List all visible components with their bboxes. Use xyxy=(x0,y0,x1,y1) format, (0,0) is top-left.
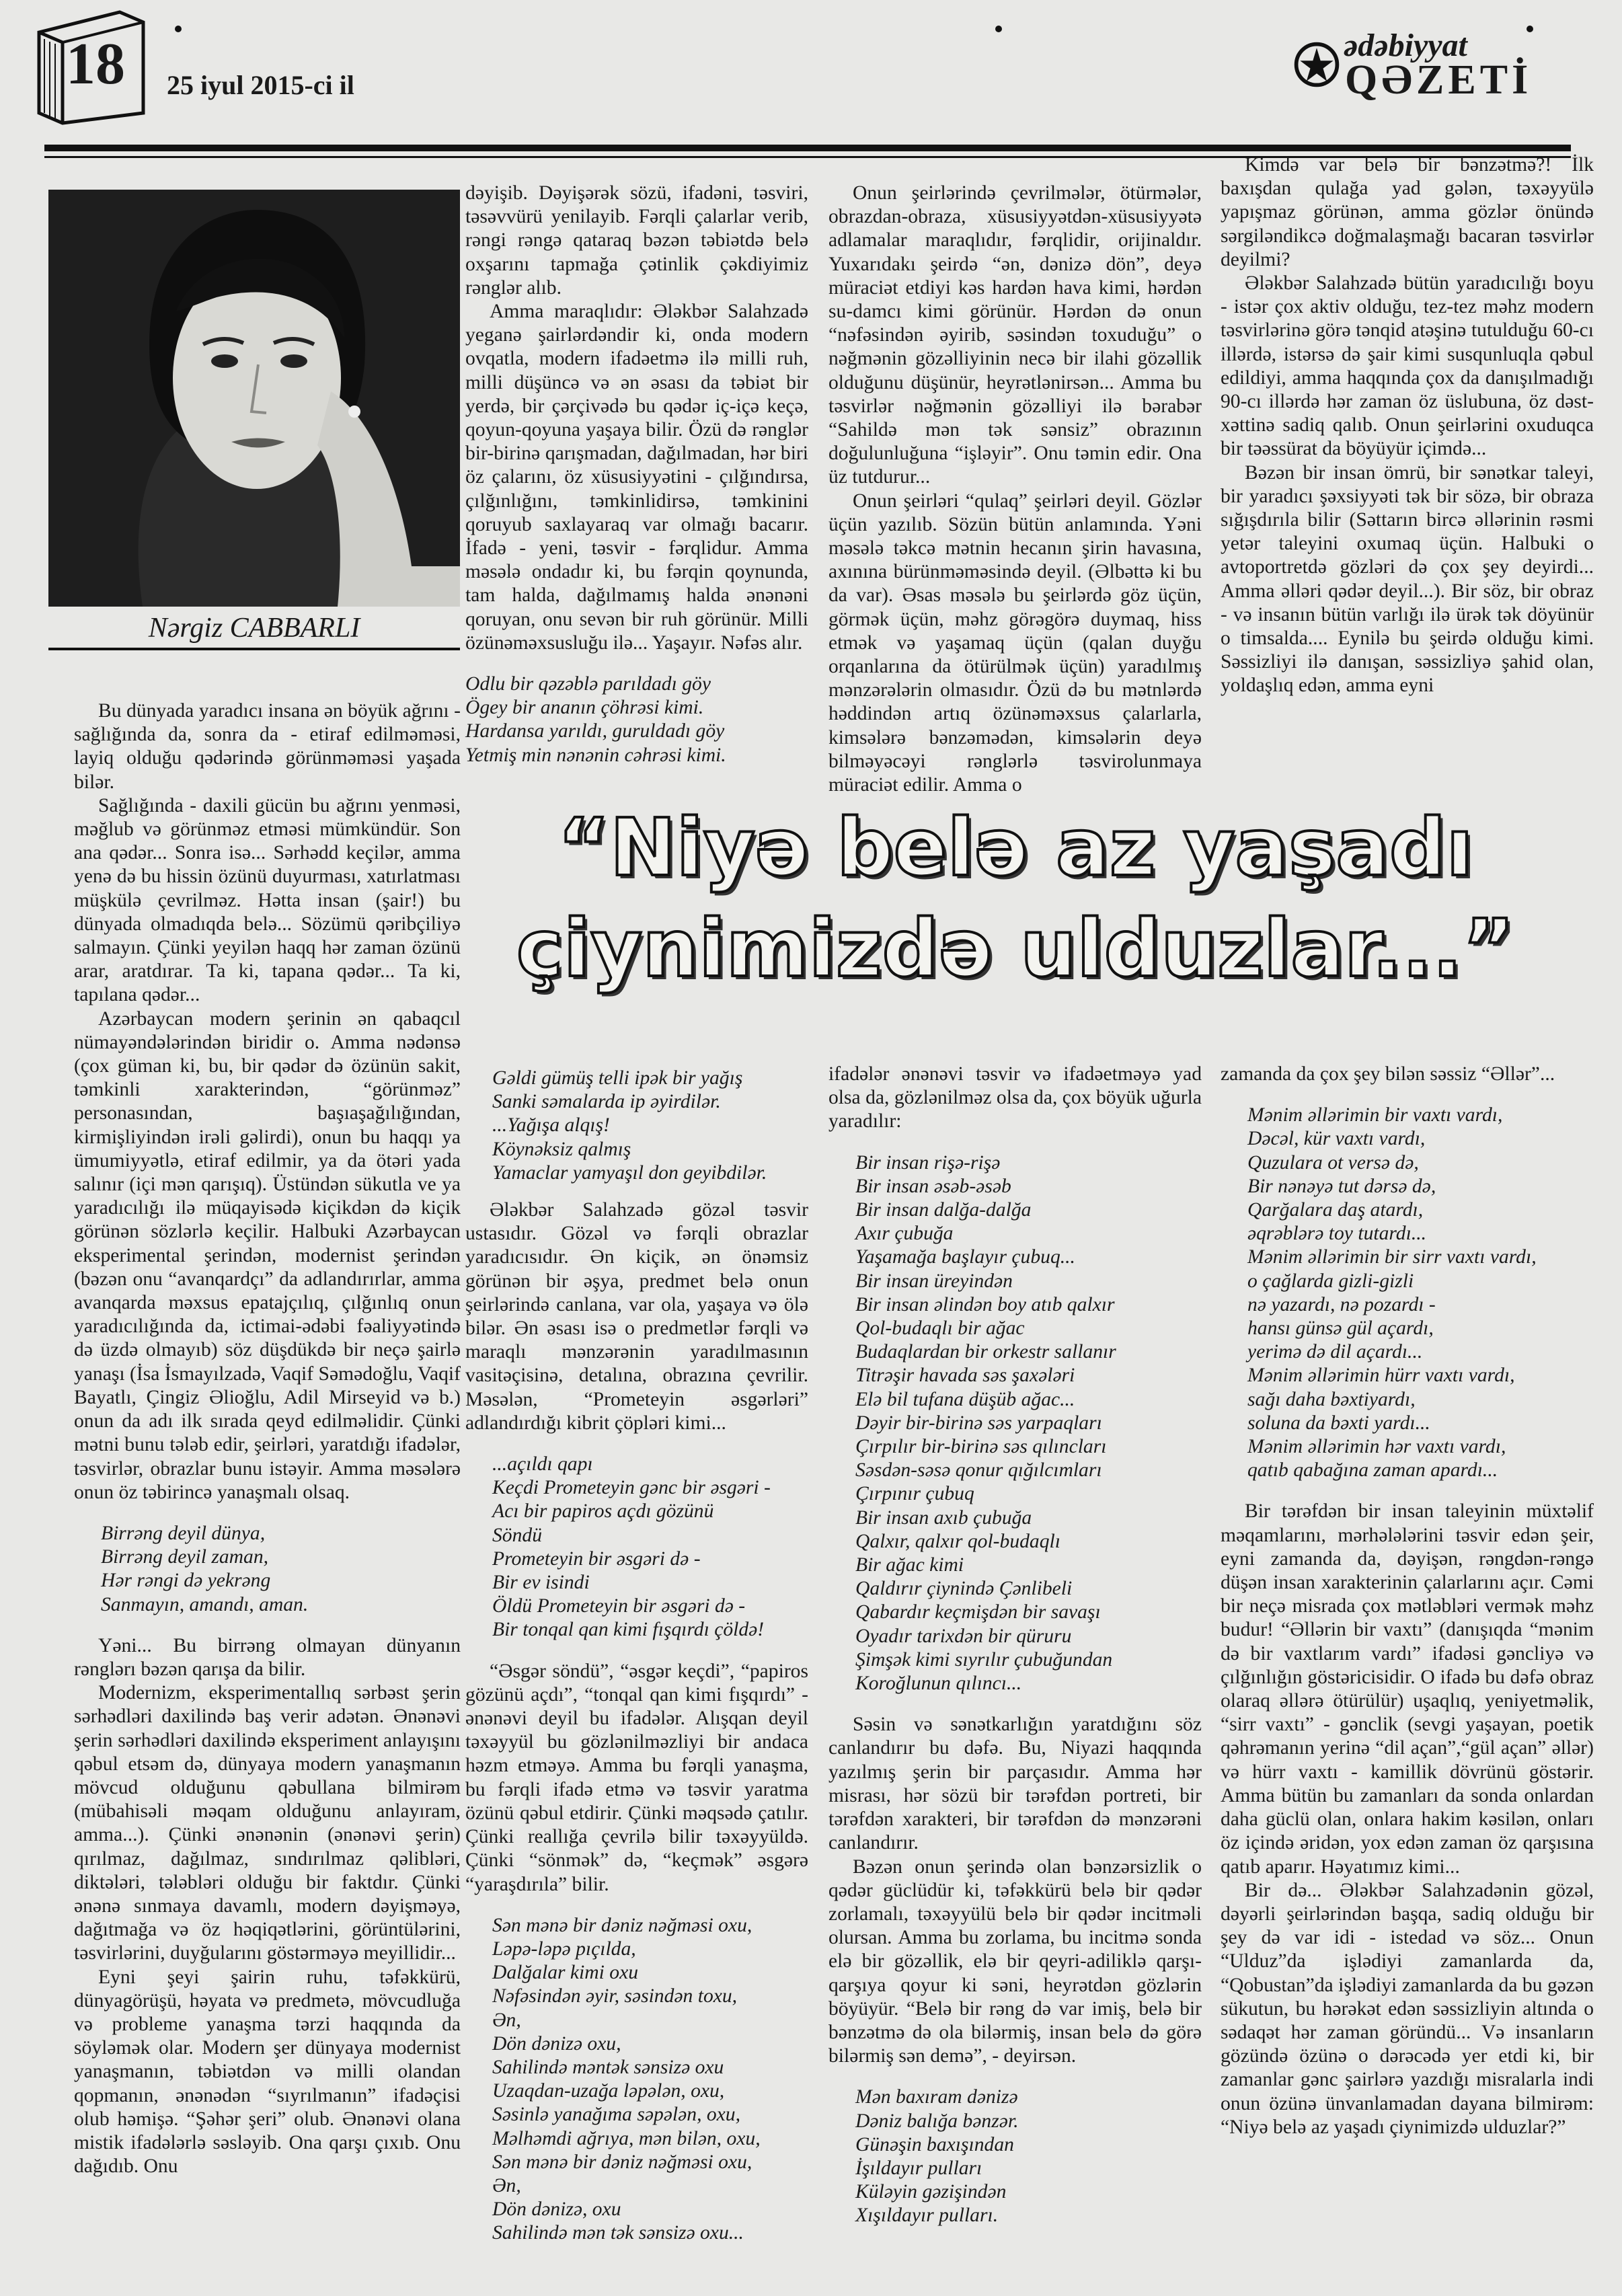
paragraph: Onun şeirlərində çevrilmələr, ötürmələr, obrazdan-obraza, xüsusiyyətdən-xüsusiyyətə adlamalar maraqlıdır, fərqlidir, orijinaldır. Yuxarıdakı şeirdə “ən, dənizə dön”, deyə müraciət etdiyi kəs hardən hava kimi, hərdən su-damcı kimi görünür. Hərdən də onun “nəfəsindən əyirib, səsindən toxuduğu” o nəğmənin gözəlliyinin necə bir ilahi gözəllik olduğunu düşünür, heyrətlənirsən... Amma bu təsvirlər nəğmənin gözəlliyi ilə bərabər “Sahildə mən tək sənsiz” obrazının doğulunluğuna “işləyir”. Onu təmin edir. Ona üz tutdurur... xyxy=(828,182,1202,488)
poem-block xyxy=(828,2085,1202,2227)
poem-line: Keçdi Prometeyin gənc bir əsgəri - xyxy=(492,1477,771,1499)
poem-line: o çağlarda gizli-gizli xyxy=(1247,1270,1414,1292)
poem-line: Bir insan axıb çubuğa xyxy=(855,1506,1032,1529)
poem-line: Dəniz balığa bənzər. xyxy=(855,2110,1019,2132)
poem-line: Yamaclar yamyaşıl don geyibdilər. xyxy=(492,1161,767,1184)
poem-line: Məlhəmdi ağrıya, mən bilən, oxu, xyxy=(492,2127,761,2149)
column-4-top xyxy=(1221,153,1594,779)
paragraph: Bəzən onun şerində olan bənzərsizlik o qədər güclüdür ki, təfəkkürü belə bir qədər zorlamalı, təxəyyülü belə bir qədər incitməli olursan. Amma bu zorlama, bu incitmə sonda elə bir gözəllik, elə bir qeyri-adiliklə qarşı-qarşıya qoyur ki səni, heyrətdən gözlərin böyüyür. “Belə bir rəng də var imiş, belə bir bənzətmə də ola bilərmiş, insan belə də görə bilərmiş sən demə”, - deyirsən. xyxy=(828,1855,1202,2067)
poem-line: Söndü xyxy=(492,1524,542,1546)
paragraph: zamanda da çox şey bilən səssiz “Əllər”... xyxy=(1221,1063,1555,1085)
page-number: 18 xyxy=(66,32,125,97)
poem-line: Titrəşir havada səs şaxələri xyxy=(855,1365,1075,1387)
poem-line: Odlu bir qəzəblə parıldadı göy xyxy=(465,673,711,695)
headline xyxy=(417,797,1614,999)
author-name: Nərgiz CABBARLI xyxy=(48,609,460,650)
poem-line: Ən, xyxy=(492,2174,521,2196)
paragraph: “Əsgər söndü”, “əsgər keçdi”, “papiros gözünü açdı”, “tonqal qan kimi fışqırdı” - ənənəvi deyil bu ifadələr. Alışqan deyil təxəyyül bu gözlənilməzliyi bir andaca həzm etməyə. Amma bu fərqli yanaşma, bu fərqli ifadə etmə və təsvir yaratma özünü qəbul etdirir. Çünki məqsədə çatılır. Çünki reallığa çevrilə bilir təxəyyüldə. Çünki “sönmək” də, “keçmək” əsgərə “yaraşdırıla” bilir. xyxy=(465,1660,808,1895)
star-emblem-icon xyxy=(1291,39,1342,90)
paragraph: Modernizm, eksperimentallıq sərbəst şerin sərhədləri daxilində baş verir adətən. Ənənəvi şerin sərhədləri daxilində eksperiment anlayışını qəbul etsəm də, dünyaya modern yanaşmanın mövcud olduğunu qəbullana bilmirəm (mübahisəli məqam olduğunu anlayıram, amma...). Çünki ənənənin (ənənəvi şerin) qırılmaz, dağılmaz, sındırılmaz qəlibləri, diktələri, tələbləri olduğu bir faktdır. Çünki ənənə sınmaya davamlı, modern dəyişməyə, dağıtmağa və öz həqiqətlərini, görüntülərini, təsvirlərini, duyğularını göstərməyə meyillidir... xyxy=(74,1682,461,1964)
author-photo xyxy=(48,190,460,607)
poem-line: nə yazardı, nə pozardı - xyxy=(1247,1293,1436,1315)
poem-line: Mənim əllərimin hər vaxtı vardı, xyxy=(1247,1436,1506,1458)
poem-line: Qaldırır çiynində Çənlibeli xyxy=(855,1578,1073,1600)
poem-line: Səsdən-səsə qonur qığılcımları xyxy=(855,1459,1102,1482)
poem-line: Uzaqdan-uzağa ləpələn, oxu, xyxy=(492,2080,725,2102)
poem-line: Sən mənə bir dəniz nəğməsi oxu, xyxy=(492,1914,752,1936)
poem-line: Köynəksiz qalmış xyxy=(492,1138,631,1160)
paragraph: Bu dünyada yaradıcı insana ən böyük ağrını - sağlığında da, sonra da - etiraf edilməməsi, layiq olduğu qədərində görünməməsi yaşada bilər. xyxy=(74,700,461,793)
poem-line: Birrəng deyil zaman, xyxy=(101,1546,269,1568)
poem-block xyxy=(465,1067,808,1185)
paragraph: Ələkbər Salahzadə bütün yaradıcılığı boyu - istər çox aktiv olduğu, tez-tez məhz modern təsvirlərinə görə tənqid atəşinə tutulduğu 60-cı illərdə, istərsə də şair kimi susqunluqla qəbul edildiyi, amma haqqında çox da danışılmadığı 90-cı illərdə hər zaman öz üslubuna, öz dəst-xəttinə sadiq qalıb. Onun şeirlərini oxuduqca bir təəssürat da böyüyür içimdə... xyxy=(1221,272,1594,460)
poem-line: Sanmayın, amandı, aman. xyxy=(101,1593,309,1615)
poem-line: Gəldi gümüş telli ipək bir yağış xyxy=(492,1067,743,1089)
poem-line: Hardansa yarıldı, guruldadı göy xyxy=(465,720,725,742)
issue-date: 25 iyul 2015-ci il xyxy=(167,70,354,100)
poem-line: sağı daha bəxtiyardı, xyxy=(1247,1388,1416,1410)
paragraph: Səsin və sənətkarlığın yaratdığını söz canlandırır bu dəfə. Bu, Niyazi haqqında yazılmış şerin bir parçasıdır. Amma hər misrası, hər sözü bir tərəfdən portreti, bir tərəfdən xarakteri, bir tərəfdən də mənzərəni canlandırır. xyxy=(828,1714,1202,1854)
poem-line: Bir insan dalğa-dalğa xyxy=(855,1199,1032,1221)
poem-line: qatıb qabağına zaman apardı... xyxy=(1247,1459,1498,1482)
poem-line: Dön dənizə, oxu xyxy=(492,2198,621,2221)
poem-line: Dön dənizə oxu, xyxy=(492,2032,621,2055)
poem-line: Mənim əllərimin bir vaxtı vardı, xyxy=(1247,1104,1503,1126)
poem-block xyxy=(828,1151,1202,1696)
paragraph: Bəzən bir insan ömrü, bir sənətkar taleyi, bir yaradıcı şəxsiyyəti tək bir sözə, bir obraza sığışdırıla bilir (Səttarın bircə əllərinin rəsmi yetər taleyini oxumaq üçün. Halbuki o avtoportretdə gözləri də çox şey deyirdi... Amma əlləri qədər deyil...). Bir söz, bir obraz - və insanın bütün varlığı ilə ürək tək döyünür o timsalda.... Eynilə bu şeirdə olduğu kimi. Səssizliyi ilə danışan, səssizliyə şahid olan, yoldaşlıq edən, amma eyni xyxy=(1221,461,1594,697)
paragraph: Bir də... Ələkbər Salahzadənin gözəl, dəyərli şeirlərindən başqa, sadiq olduğu bir şey də var idi - istedad və söz... Onun “Ulduz”da işlədiyi zamanlarda da, “Qobustan”da işlədiyi zamanlarda da bu gəzən sükutun, bu hərəkət edən səssizliyin altında o sədaqət hər zaman göründü... Və insanların gözündə özünə o dərəcədə yer etdi ki, bir zamanlar gənc şairlərə yazdığı misralarla indi onun özünə ünvanlamadan dayana bilmirəm: “Niyə belə az yaşadı çiynimizdə ulduzlar?” xyxy=(1221,1879,1594,2138)
portrait-image xyxy=(48,190,460,607)
poem-line: İşıldayır pulları xyxy=(855,2157,982,2179)
poem-line: Şimşək kimi sıyrılır çubuğundan xyxy=(855,1648,1113,1671)
poem-line: Budaqlardan bir orkestr sallanır xyxy=(855,1341,1116,1363)
paragraph: dəyişib. Dəyişərək sözü, ifadəni, təsviri, təsəvvürü yenilayib. Fərqli çalarlar verib, rəngi rəngə qataraq bəzən təbiətdə belə oxşarını tapmağa çətinlik çəkdiyimiz rənglər alıb. xyxy=(465,182,808,299)
poem-line: Koroğlunun qılıncı... xyxy=(855,1673,1022,1695)
poem-line: Bir insan üreyindən xyxy=(855,1270,1013,1292)
poem-line: Bir insan rişə-rişə xyxy=(855,1151,1001,1174)
poem-line: Mən baxıram dənizə xyxy=(855,2086,1018,2108)
poem-line: Elə bil tufana düşüb ağac... xyxy=(855,1388,1075,1410)
poem-line: Dəyir bir-birinə səs yarpaqları xyxy=(855,1412,1102,1434)
poem-block xyxy=(465,1453,808,1642)
poem-line: Küləyin gəzişindən xyxy=(855,2181,1007,2203)
logo-bottom-text: QƏZETİ xyxy=(1345,57,1533,103)
poem-line: Sanki səmalarda ip əyirdilər. xyxy=(492,1091,721,1113)
column-2-top xyxy=(465,182,808,787)
poem-line: Acı bir papiros açdı gözünü xyxy=(492,1500,714,1523)
column-1 xyxy=(74,699,461,2266)
poem-line: Dalğalar kimi oxu xyxy=(492,1962,638,1984)
poem-block xyxy=(1221,1104,1594,1482)
poem-line: yerimə də dil açardı... xyxy=(1247,1341,1423,1363)
poem-line: Yetmiş min nənənin cəhrəsi kimi. xyxy=(465,744,726,766)
paragraph: Azərbaycan modern şerinin ən qabaqcıl nümayəndələrindən biridir o. Amma nədənsə (çox güman ki, bu, bir qədər də özünün sakit, təmkinli xarakterindən, “görünməz” personasından, başıaşağılığından, kirmişliyindən irəli gəlirdi), onun bu haqqı ya ümumiyyətlə, etiraf edilmir, ya da ötəri yada salınır (içi mən qarışıq). Üstündən sükutla ve ya yaradıcılığı ilə müqayisədə kiçikdən də kiçik görünən sözlərlə keçilir. Halbuki Azərbaycan eksperimental şerindən, modernist şerindən (bəzən onu “avanqardçı” da adlandırırlar, amma avanqarda məxsus epatajçılıq, çılğınlıq onun yaradıcılığında da, ictimai-ədəbi fəaliyyətində də üzdə olmayıb) söz düşdükdə bir neçə şairlə yanaşı (İsa İsmayılzadə, Vaqif Səmədoğlu, Vaqif Bayatlı, Çingiz Əlioğlu, Adil Mirseyid və b.) onun da adı ilk sırada qeyd edilməlidir. Çünki mətni bunu tələb edir, şeirləri, yaratdığı ifadələr, təsvirlər, obrazlar bunu istəyir. Amma məsələrə onun öz təbirincə yanaşmalı olsaq. xyxy=(74,1007,461,1503)
headline-line-1: “Niyə belə az yaşadı xyxy=(557,801,1473,894)
poem-line: Mənim əllərimin bir sirr vaxtı vardı, xyxy=(1247,1246,1537,1268)
poem-line: Axır çubuğa xyxy=(855,1223,954,1245)
column-2-bottom xyxy=(465,1063,808,2273)
poem-line: Ən, xyxy=(492,2009,521,2031)
column-4-bottom xyxy=(1221,1063,1594,2273)
poem-line: Bir nənəyə tut dərsə də, xyxy=(1247,1175,1436,1197)
poem-line: Qarğalara daş atardı, xyxy=(1247,1199,1424,1221)
poem-block xyxy=(465,673,808,767)
poem-line: Qalxır, qalxır qol-budaqlı xyxy=(855,1530,1060,1552)
poem-line: ...Yağışa alqış! xyxy=(492,1114,610,1137)
poem-line: Bir insan əsəb-əsəb xyxy=(855,1175,1011,1197)
poem-line: Prometeyin bir əsgəri də - xyxy=(492,1547,701,1570)
paragraph: Amma maraqlıdır: Ələkbər Salahzadə yeganə şairlərdəndir ki, onda modern ovqatla, modern ifadəetmə ilə milli ruh, milli düşüncə və ən əsası da təbiət bir yerdə, bir çərçivədə bu qədər iç-içə keçə, qoyun-qoyuna yaşaya bilir. Özü də rənglər bir-birinə qarışmadan, dağılmadan, hər biri öz çalarını, öz xüsusiyyətini - çılğındırsa, çılğınlığını, təmkinlidirsə, təmkinini qoruyub saxlayaraq var olmağı bacarır. İfadə - yeni, təsvir - fərqlidur. Amma məsələ ondadır ki, bu fərqin qoynunda, tam halda, dağılmamış halda ənənəni qoruyan, onu sevən bir ruh görünür. Milli özünəməxsusluğu ilə... Yaşayır. Nəfəs alır. xyxy=(465,301,808,654)
paragraph: Eyni şeyi şairin ruhu, təfəkkürü, dünyagörüşü, həyata və predmetə, mövcudluğa və probleme yanaşma tərzi haqqında da söyləmək olar. Modern şer dünyaya modernist yanaşmanın, təbiətdən və milli olandan qopmanın, ənənədən “sıyrılmanın” ifadəçisi olub həmişə. “Şəhər şeri” olub. Ənənəvi olana mistik ifadələrlə səsləyib. Ona qarşı çıxıb. Onu dağıdıb. Onu xyxy=(74,1966,461,2178)
paragraph: Yəni... Bu birrəng olmayan dünyanın rənglərı bəzən qarışa da bilir. xyxy=(74,1634,461,1680)
poem-line: Bir ev isindi xyxy=(492,1572,590,1594)
poem-line: Bir ağac kimi xyxy=(855,1554,964,1576)
poem-line: Ögey bir ananın çöhrəsi kimi. xyxy=(465,697,704,719)
paragraph: ifadələr ənənəvi təsvir və ifadəetməyə yad olsa da, gözlənilməz olsa da, çox böyük uğurla yaradılır: xyxy=(828,1063,1202,1133)
poem-line: Oyadır tarixdən bir qüruru xyxy=(855,1625,1072,1647)
poem-line: Dəcəl, kür vaxtı vardı, xyxy=(1247,1128,1426,1150)
poem-line: Sahilində məntək sənsizə oxu xyxy=(492,2056,724,2078)
poem-line: hansı günsə gül açardı, xyxy=(1247,1317,1434,1340)
poem-line: Qabardır keçmişdən bir savaşı xyxy=(855,1601,1101,1623)
poem-line: Nəfəsindən əyir, səsindən toxu, xyxy=(492,1985,738,2007)
poem-line: Quzulara ot versə də, xyxy=(1247,1151,1419,1174)
newspaper-logo xyxy=(1291,27,1560,108)
logo-top-text: ədəbiyyat xyxy=(1344,28,1467,63)
poem-line: Öldü Prometeyin bir əsgəri də - xyxy=(492,1595,746,1617)
poem-line: Sən mənə bir dəniz nəğməsi oxu, xyxy=(492,2151,752,2173)
paragraph: Bir tərəfdən bir insan taleyinin müxtəlif məqamlarını, mərhələlərini təsvir edən şeir, eyni zamanda da, dəyişən, rəngdən-rəngə düşən insan xarakterinin çalarlarını açır. Cəmi bir neçə misrada çox mətləbləri vermək məhz budur! “Əllərin bir vaxtı” (danışıqda “mənim də bir vaxtlarım vardı” ifadəsi gəncliyə və çılğınlığın göstəricisidir. O ifadə bu dəfə obraz olaraq əllərə ötürülür) uşaqlıq, yeniyetməlik, “sirr vaxtı” - gənclik (sevgi yaşayan, poetik qəhrəmanın yerinə “dil açan”,“gül açan” əllər) və hürr vaxtı - kamillik dövrünü göstərir. Amma bütün bu zamanları da sonda onlardan daha güclü olan, onlara hakim kəsilən, onları öz içində əridən, yox edən zaman öz qarşısına qatıb aparır. Həyatımız kimi... xyxy=(1221,1500,1594,1878)
poem-block xyxy=(74,1522,461,1617)
paragraph: Onun şeirləri “qulaq” şeirləri deyil. Gözlər üçün yazılıb. Sözün bütün anlamında. Yəni məsələ təkcə mətnin hecanın şirin havasına, axınına bürünməməsində deyil. (Əlbəttə ki bu da var). Əsas məsələ bu şeirlərdə göz üçün, görmək üçün, məhz görəgörə duymaq, hiss etmək və yaşamaq üçün (qalan duyğu orqanlarına da ötürülmək üçün) yaradılmış mənzərələrin olmasıdır. Özü də bu mətnlərdə həddindən artıq özünəməxsus çalarlarla, kimsələrə bənzəmədən, kimsələrin deyə bilməyəcəyi rənglərlə təsvirolunmaya müraciət edilir. Amma o xyxy=(828,490,1202,796)
paragraph: Ələkbər Salahzadə gözəl təsvir ustasıdır. Gözəl və fərqli obrazlar yaradıcısıdır. Ən kiçik, ən önəmsiz görünən bir əşya, predmet belə onun şeirlərində canlana, var ola, yaşaya və ölə bilər. Ən əsası isə o predmetlər fərqli və maraqlı mənzərənin yaradılmasının vasitəçisinə, detalına, obrazına çevrilir. Məsələn, “Prometeyin əsgərləri” adlandırdığı kibrit çöpləri kimi... xyxy=(465,1199,808,1434)
poem-line: əqrəblərə toy tutardı... xyxy=(1247,1223,1427,1245)
poem-line: Çırpılır bir-birinə səs qılıncları xyxy=(855,1436,1107,1458)
paragraph: Sağlığında - daxili gücün bu ağrını yenməsi, məğlub və görünməz etməsi mümkündür. Son ana qədər... Sonra isə... Sərhədd keçilər, amma yenə də bu hissin özünü duyurması, xatırlatması müşkülə çevrilməz. Hətta insan (şair!) bu dünyada olmadıqda belə... Sözümü qəribçiliyə salmayın. Çünki yeyilən haqq hər zaman özünü arar, aratdırar. Ta ki, tapana qədər... Ta ki, tapılana qədər... xyxy=(74,794,461,1006)
headline-line-2: çiynimizdə ulduzlar...” xyxy=(516,902,1515,995)
paragraph: Kimdə var belə bir bənzətmə?! İlk baxışdan qulağa yad gələn, təxəyyülə yapışmaz görünən, amma gözlər önündə sərgiləndikcə doğmalaşmağı bacaran təsvirlər deyilmi? xyxy=(1221,154,1594,270)
poem-line: Hər rəngi də yekrəng xyxy=(101,1570,271,1592)
poem-line: Ləpə-ləpə pıçılda, xyxy=(492,1938,636,1960)
column-3-top xyxy=(828,182,1202,796)
poem-line: Birrəng deyil dünya, xyxy=(101,1522,266,1544)
poem-line: Çırpınır çubuq xyxy=(855,1483,974,1505)
poem-line: soluna da bəxti yardı... xyxy=(1247,1412,1430,1434)
poem-line: Mənim əllərimin hürr vaxtı vardı, xyxy=(1247,1365,1515,1387)
poem-block xyxy=(465,1914,808,2246)
poem-line: Bir insan əlindən boy atıb qalxır xyxy=(855,1293,1115,1315)
poem-line: Bir tonqal qan kimi fışqırdı çöldə! xyxy=(492,1619,765,1641)
poem-line: Qol-budaqlı bir ağac xyxy=(855,1317,1025,1340)
poem-line: Yaşamağa başlayır çubuq... xyxy=(855,1246,1075,1268)
poem-line: Xışıldayır pulları. xyxy=(855,2205,999,2227)
poem-line: Səsinlə yanağıma səpələn, oxu, xyxy=(492,2104,740,2126)
poem-line: ...açıldı qapı xyxy=(492,1453,593,1476)
header-rule xyxy=(44,145,1571,151)
column-3-bottom xyxy=(828,1063,1202,2273)
poem-line: Sahilində mən tək sənsizə oxu... xyxy=(492,2222,744,2244)
poem-line: Günəşin baxışından xyxy=(855,2133,1014,2155)
